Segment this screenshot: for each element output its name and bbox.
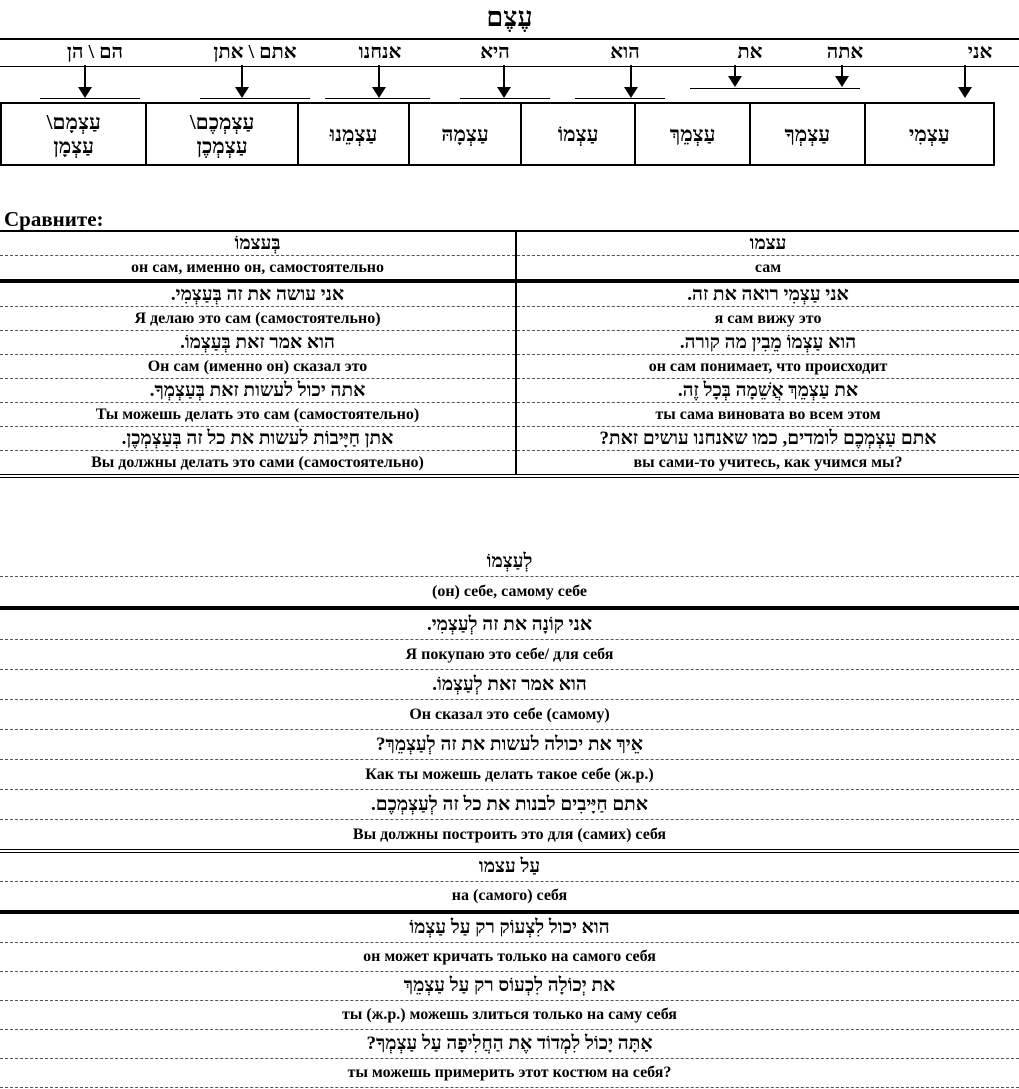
compare-cell-left: он сам, именно он, самостоятельно [0,256,516,282]
divider [460,98,550,99]
list-item: на (самого) себя [0,882,1019,914]
compare-cell-right: ты сама виновата во всем этом [516,403,1019,427]
pronoun-bar [0,38,1019,67]
arrow-1p [378,65,380,89]
form-2fs: עַצְמֵךְ [636,104,751,164]
forms-row [0,102,995,166]
table-row [0,379,1019,403]
arrow-3ms [630,65,632,89]
table-row [0,331,1019,355]
compare-cell-left: אתן חַיָּיבוֹת לעשות את כל זה בְּעַצְמְכֶן. [0,427,516,451]
table-row [0,256,1019,282]
page-title: עֶצֶם [486,2,533,32]
form-1p: עַצְמֵנוּ [299,104,411,164]
compare-cell-left: Он сам (именно он) сказал это [0,355,516,379]
form-3fs: עַצְמָהּ [410,104,522,164]
list-item: אתם חַיָּיבִים לבנות את כל זה לְעַצְמְכֶם. [0,790,1019,820]
form-2p: עַצְמְכֶם\ עַצְמְכֶן [147,104,298,164]
table-row [0,281,1019,307]
list-item: Я покупаю это себе/ для себя [0,640,1019,670]
list-item: הוא יכול לִצְעוֹק רק עַל עַצְמוֹ [0,914,1019,943]
compare-cell-right: עצמו [516,231,1019,256]
list-item: Он сказал это себе (самому) [0,700,1019,730]
divider [40,98,140,99]
pronoun-2fs: את [737,41,763,63]
compare-cell-left: אתה יכול לעשות זאת בְּעַצְמְךָ. [0,379,516,403]
list-item: את יְכוֹלָה לִכְעוֹס רק עַל עַצְמֵךְ [0,972,1019,1001]
compare-cell-left: Ты можешь делать это сам (самостоятельно) [0,403,516,427]
compare-cell-right: את עַצְמֵךְ אֲשֵׁמָה בְּכָל זֶה. [516,379,1019,403]
list-item: (он) себе, самому себе [0,577,1019,610]
list-item: הוא אמר זאת לְעַצְמוֹ. [0,670,1019,700]
form-3ms: עַצְמוֹ [522,104,637,164]
list-item: Вы должны построить это для (самих) себя [0,820,1019,853]
table-row [0,231,1019,256]
compare-cell-left: בְּעצמוֹ [0,231,516,256]
list-item: ты (ж.р.) можешь злиться только на саму себя [0,1001,1019,1030]
pronoun-3p: הם \ הן [66,41,124,63]
list-item: ты можешь примерить этот костюм на себя? [0,1059,1019,1088]
pronoun-1s: אני [967,41,993,63]
list-item: он может кричать только на самого себя [0,943,1019,972]
pronoun-3ms: הוא [610,41,640,63]
compare-cell-left: Я делаю это сам (самостоятельно) [0,307,516,331]
form-1s: עַצְמִי [908,122,950,146]
list-item: אַתָּה יָכוֹל לִמְדוֹד אֶת הַחֲלִיפָה עַל עַצְמְךָ? [0,1030,1019,1059]
section-title: עַל עצמו [0,853,1019,882]
table-row [0,403,1019,427]
section-leatsmo [0,547,1019,853]
section-title: לְעַצְמוֹ [0,547,1019,577]
table-row [0,427,1019,451]
compare-table [0,230,1019,478]
arrow-3p [84,65,86,89]
compare-cell-left: Вы должны делать это сами (самостоятельно) [0,451,516,477]
list-item: Как ты можешь делать такое себе (ж.р.) [0,760,1019,790]
arrow-2fs [734,65,736,78]
compare-cell-right: сам [516,256,1019,282]
divider [200,98,310,99]
divider [325,98,430,99]
compare-cell-right: הוא עַצְמוֹ מֵבִין מה קורה. [516,331,1019,355]
divider [690,88,860,89]
compare-cell-right: я сам вижу это [516,307,1019,331]
pronoun-3fs: היא [480,41,510,63]
pronoun-2ms: אתה [826,41,864,63]
arrow-3fs [503,65,505,89]
divider [575,98,665,99]
table-row [0,451,1019,477]
compare-heading: Сравните: [4,207,104,231]
arrow-1s [964,65,966,89]
list-item: אני קוֹנָה את זה לְעַצְמִי. [0,610,1019,640]
section-alatsmo [0,853,1019,1088]
pronoun-2p: אתם \ אתן [213,41,297,63]
form-2ms: עַצְמְךָ [751,104,866,164]
compare-cell-right: вы сами-то учитесь, как учимся мы? [516,451,1019,477]
form-3p: עַצְמָם\ עַצְמָן [2,104,147,164]
table-row [0,307,1019,331]
compare-cell-right: אתם עַצְמְכֶם לומדים, כמו שאנחנו עושים זאת? [516,427,1019,451]
arrow-2ms [841,65,843,78]
compare-cell-right: он сам понимает, что происходит [516,355,1019,379]
list-item: אֵיךְ את יכולה לעשות את זה לְעַצְמֵךְ? [0,730,1019,760]
compare-cell-right: אני עַצְמִי רואה את זה. [516,281,1019,307]
arrow-2p [241,65,243,89]
pronoun-1p: אנחנו [358,41,402,63]
table-row [0,355,1019,379]
compare-cell-left: אני עושה את זה בְּעַצְמִי. [0,281,516,307]
compare-cell-left: הוא אמר זאת בְּעַצְמוֹ. [0,331,516,355]
